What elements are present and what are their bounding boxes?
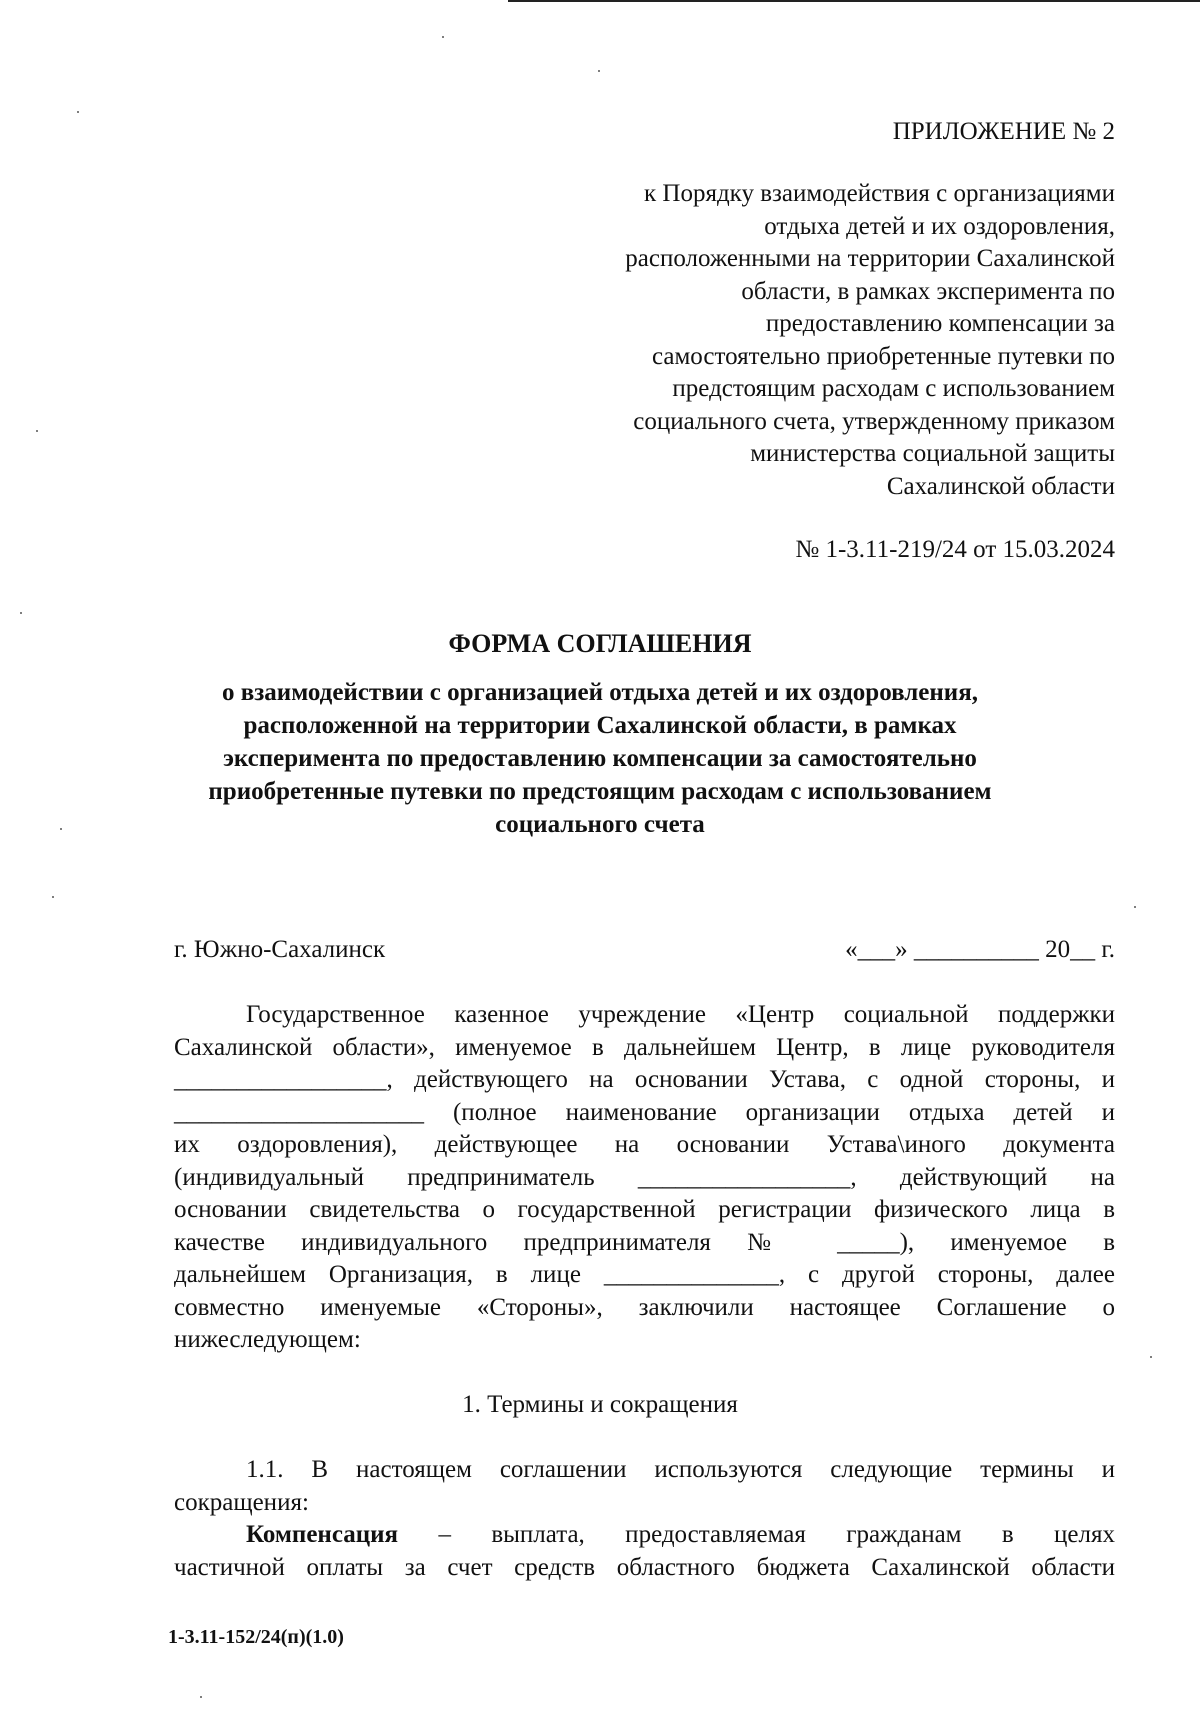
term-definition-line bbox=[174, 1519, 1115, 1552]
scan-speck bbox=[598, 70, 600, 72]
scan-speck bbox=[36, 430, 38, 432]
clause-line: 1.1. В настоящем соглашении используются следующие термины и bbox=[246, 1456, 1115, 1483]
order-reference: № 1-3.11-219/24 от 15.03.2024 bbox=[795, 536, 1115, 563]
preamble-line: (индивидуальный предприниматель _________________, действующий на bbox=[174, 1163, 1115, 1191]
appendix-title: ПРИЛОЖЕНИЕ № 2 bbox=[892, 118, 1115, 145]
form-subtitle bbox=[150, 676, 1050, 841]
top-border-line bbox=[508, 0, 1200, 2]
appendix-line: расположенными на территории Сахалинской bbox=[625, 245, 1115, 272]
scan-speck bbox=[1134, 906, 1136, 908]
clause-line: сокращения: bbox=[174, 1488, 309, 1516]
document-code: 1-3.11-152/24(п)(1.0) bbox=[168, 1626, 344, 1648]
scan-speck bbox=[20, 612, 22, 614]
preamble-line: качестве индивидуального предпринимателя № _____), именуемое в bbox=[174, 1228, 1115, 1256]
preamble-line: ____________________ (полное наименование организации отдыха детей и bbox=[174, 1098, 1115, 1126]
preamble-line: Государственное казенное учреждение «Центр социальной поддержки bbox=[246, 1001, 1115, 1028]
appendix-line: области, в рамках эксперимента по bbox=[741, 277, 1115, 305]
scan-speck bbox=[200, 1696, 202, 1698]
preamble-line: нижеследующем: bbox=[174, 1326, 361, 1353]
preamble-line: основании свидетельства о государственной регистрации физического лица в bbox=[174, 1196, 1115, 1223]
term-definition-line: частичной оплаты за счет средств областного бюджета Сахалинской области bbox=[174, 1553, 1115, 1581]
appendix-line: предстоящим расходам с использованием bbox=[672, 375, 1115, 402]
agreement-preamble bbox=[174, 999, 1115, 1357]
term-word: Компенсация bbox=[246, 1521, 399, 1548]
appendix-line: министерства социальной защиты bbox=[750, 440, 1115, 467]
preamble-line: совместно именуемые «Стороны», заключили настоящее Соглашение о bbox=[174, 1293, 1115, 1321]
scan-speck bbox=[77, 111, 79, 113]
place: г. Южно-Сахалинск bbox=[174, 936, 386, 963]
subtitle-line: приобретенные путевки по предстоящим расходам с использованием bbox=[208, 778, 992, 805]
term-definition: – выплата, предоставляемая гражданам в целях bbox=[398, 1521, 1115, 1548]
appendix-line: отдыха детей и их оздоровления, bbox=[764, 212, 1115, 240]
appendix-line: к Порядку взаимодействия с организациями bbox=[644, 180, 1115, 207]
appendix-line: самостоятельно приобретенные путевки по bbox=[651, 342, 1115, 370]
subtitle-line: расположенной на территории Сахалинской области, в рамках bbox=[243, 712, 957, 739]
appendix-reference bbox=[555, 178, 1115, 503]
preamble-line: дальнейшем Организация, в лице ______________, с другой стороны, далее bbox=[174, 1261, 1115, 1288]
preamble-line: Сахалинской области», именуемое в дальнейшем Центр, в лице руководителя bbox=[174, 1033, 1115, 1061]
appendix-line: предоставлению компенсации за bbox=[765, 310, 1115, 337]
scan-speck bbox=[60, 828, 62, 830]
subtitle-line: о взаимодействии с организацией отдыха детей и их оздоровления, bbox=[222, 679, 978, 706]
preamble-line: их оздоровления), действующее на основании Устава\иного документа bbox=[174, 1131, 1115, 1158]
section-heading: 1. Термины и сокращения bbox=[462, 1391, 738, 1418]
preamble-line: _________________, действующего на основании Устава, с одной стороны, и bbox=[174, 1066, 1115, 1093]
place-date-row bbox=[174, 934, 1115, 966]
form-title: ФОРМА СОГЛАШЕНИЯ bbox=[448, 629, 752, 658]
scan-speck bbox=[442, 36, 444, 38]
scan-speck bbox=[52, 896, 54, 898]
date-field: «___» __________ 20__ г. bbox=[845, 936, 1115, 963]
scan-speck bbox=[1150, 1356, 1152, 1358]
terms-section bbox=[174, 1454, 1115, 1584]
subtitle-line: социального счета bbox=[495, 811, 705, 838]
appendix-line: социального счета, утвержденному приказом bbox=[633, 407, 1115, 435]
subtitle-line: эксперимента по предоставлению компенсации за самостоятельно bbox=[223, 745, 977, 772]
appendix-line: Сахалинской области bbox=[886, 472, 1115, 500]
